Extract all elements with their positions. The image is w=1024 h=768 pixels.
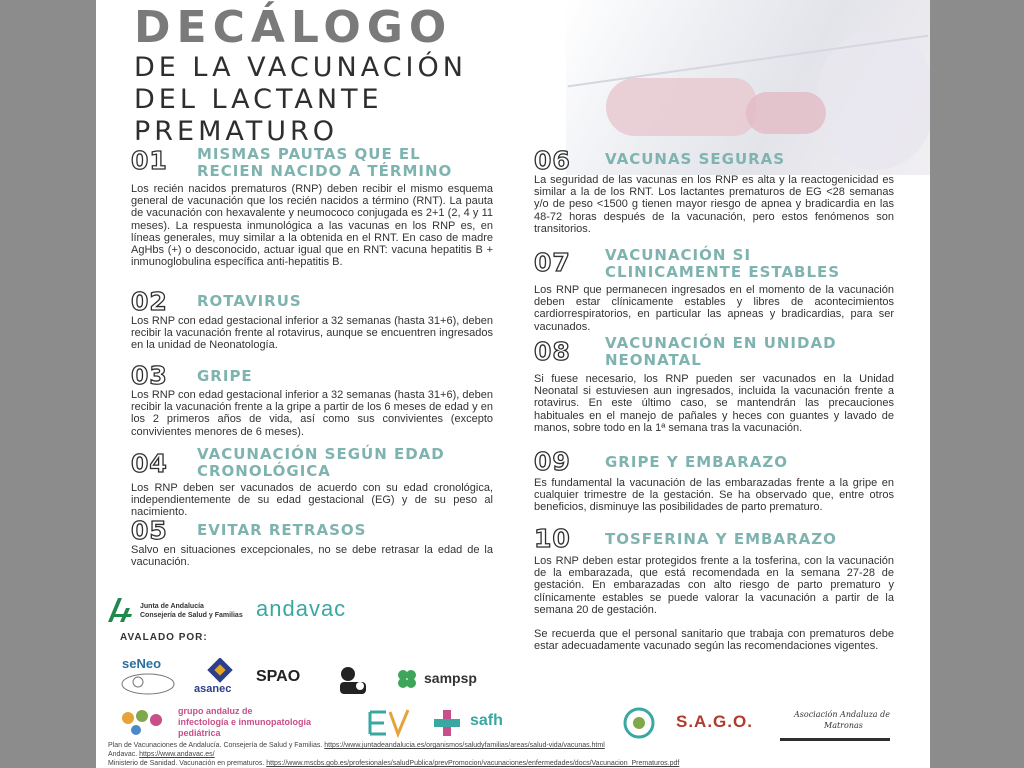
asanec-emblem-icon — [206, 658, 236, 684]
matronas-logo-line-2: Matronas — [824, 721, 863, 730]
section-number: 06 — [534, 146, 571, 175]
section-heading: ROTAVIRUS — [197, 292, 302, 310]
section-text: La seguridad de las vacunas en los RNP es alta y la reactogenicidad es similar a la de los RNT. Los lactantes prematuros de EG <28 semanas y/o de peso <1500 g tienen mayor riesgo de apnea y bradicardia en las 48-72 horas después de la vacunación, pero estos fenómenos son transitorios. — [534, 174, 894, 235]
gaiip-logo-line-2: infectología e inmunopatología — [178, 717, 312, 727]
section-text: Se recuerda que el personal sanitario que trabaja con prematuros debe estar adecuadamente vacunado según las recomendaciones vigentes. — [534, 628, 894, 653]
section-heading: CRONOLÓGICA — [197, 462, 331, 480]
reference-line-1 — [108, 742, 605, 749]
sampsp-clover-icon — [396, 668, 418, 690]
junta-logo-dept: Consejería de Salud y Familias — [140, 612, 243, 619]
section-number: 09 — [534, 447, 571, 476]
section-number: 08 — [534, 337, 571, 366]
sampsp-logo-text: sampsp — [424, 670, 477, 686]
reference-link[interactable]: https://www.mscbs.gob.es/profesionales/saludPublica/prevPromocion/vacunaciones/enfermedades/docs/Vacunacion_Prematuros.pdf — [266, 760, 680, 767]
safh-logo-text: safh — [470, 712, 503, 729]
reference-link[interactable]: https://www.juntadeandalucia.es/organismos/saludyfamilias/areas/salud-vida/vacunas.html — [324, 742, 605, 749]
society-logo-icon — [336, 664, 370, 698]
junta-andalucia-icon — [106, 596, 136, 624]
safh-cross-icon — [432, 708, 462, 738]
reference-label: Plan de Vacunaciones de Andalucía. Consejería de Salud y Familias. — [108, 742, 323, 749]
poster-title: DECÁLOGO — [134, 2, 453, 53]
section-text: Los RNP con edad gestacional inferior a 32 semanas (hasta 31+6), deben recibir la vacunación frente a la gripe a partir de los 6 meses de edad y en los 2 primeros años de vida, así como sus convivientes (excepto convivientes menores de 6 meses). — [131, 389, 493, 438]
section-number: 07 — [534, 248, 571, 277]
section-heading: CLINICAMENTE ESTABLES — [605, 263, 841, 281]
reference-line-2 — [108, 751, 215, 758]
section-number: 04 — [131, 449, 168, 478]
section-heading: NEONATAL — [605, 351, 702, 369]
section-heading: TOSFERINA Y EMBARAZO — [605, 530, 837, 548]
section-number: 01 — [131, 146, 168, 175]
matronas-logo — [780, 708, 890, 741]
section-number: 05 — [131, 516, 168, 545]
ev-logo-icon — [366, 706, 416, 740]
sampsp-logo — [396, 668, 506, 692]
seneo-logo-text: seNeo — [122, 656, 162, 671]
baby-icon — [118, 670, 178, 696]
section-heading: VACUNACIÓN SEGÚN EDAD — [197, 445, 445, 463]
section-text: Los recién nacidos prematuros (RNP) deben recibir el mismo esquema general de vacunación que los recién nacidos a término (RNT). La pauta de vacunación con hexavalente y neumococo conjugada es 2+1 (2, 4 y 11 meses). La respuesta inmunológica a las vacunas en los RNP es, en líneas generales, muy similar a la obtenida en el RNT. En caso de madre AgHbs (+) o desconocido, actuar igual que en RNT: vacuna hepatitis B + inmunoglobulina específica anti-hepatitis B. — [131, 183, 493, 269]
poster-subtitle-line-3: PREMATURO — [134, 116, 339, 147]
section-number: 03 — [131, 361, 168, 390]
matronas-logo-line-1: Asociación Andaluza de — [794, 710, 890, 719]
section-text: Los RNP deben estar protegidos frente a la tosferina, con la vacunación de la embarazada, que está recomendada en la semana 27-28 de gestación. En embarazadas con alto riesgo de parto prematuro y clínicamente estables se puede valorar la vacunación a partir de la semana 20 de gestación. — [534, 555, 894, 616]
junta-logo-name: Junta de Andalucía — [140, 603, 204, 610]
sago-logo-text: S.A.G.O. — [676, 712, 753, 731]
endorsed-by-label: AVALADO POR: — [120, 632, 208, 643]
sago-logo — [676, 708, 768, 738]
poster-subtitle-line-2: DEL LACTANTE — [134, 84, 383, 115]
section-heading: GRIPE Y EMBARAZO — [605, 453, 788, 471]
poster — [96, 0, 930, 768]
reference-link[interactable]: https://www.andavac.es/ — [139, 751, 215, 758]
gaiip-logo-line-3: pediátrica — [178, 728, 221, 738]
section-text: Los RNP que permanecen ingresados en el momento de la vacunación deben estar clínicamente estables y libres de acontecimientos cardiorrespiratorios, en particular las apneas y bradicardias, para ser vacunados. — [534, 284, 894, 333]
poster-subtitle-line-1: DE LA VACUNACIÓN — [134, 52, 467, 83]
safh-logo — [432, 708, 612, 740]
premature-baby-photo — [566, 0, 930, 175]
section-heading: MISMAS PAUTAS QUE EL — [197, 145, 421, 163]
gaiip-emblem-icon — [120, 708, 172, 736]
section-heading: GRIPE — [197, 367, 253, 385]
section-number: 02 — [131, 287, 168, 316]
section-text: Los RNP deben ser vacunados de acuerdo con su edad cronológica, independientemente de su edad gestacional (EG) y de su peso al nacimiento. — [131, 482, 493, 519]
section-text: Salvo en situaciones excepcionales, no se debe retrasar la edad de la vacunación. — [131, 544, 493, 569]
section-text: Los RNP con edad gestacional inferior a 32 semanas (hasta 31+6), deben recibir la vacunación frente al rotavirus, aunque se encuentren ingresados en la unidad de Neonatología. — [131, 315, 493, 352]
section-text: Si fuese necesario, los RNP pueden ser vacunados en la Unidad Neonatal si estuviesen aun ingresados, incluida la vacunación frente a rotavirus. En este último caso, se mantendrán las precauciones habituales en el manejo de pañales y heces con guantes y lavado de manos, sobre todo en la 1ª semana tras la vacunación. — [534, 373, 894, 434]
section-number: 10 — [534, 524, 571, 553]
seneo-logo — [116, 656, 186, 698]
reference-label: Andavac. — [108, 751, 138, 758]
reference-label: Ministerio de Sanidad. Vacunación en prematuros. — [108, 760, 265, 767]
society-emblem-icon — [616, 706, 662, 740]
asanec-logo — [194, 658, 246, 698]
andavac-logo: andavac — [256, 596, 347, 621]
section-heading: EVITAR RETRASOS — [197, 521, 367, 539]
section-heading: RECIEN NACIDO A TÉRMINO — [197, 162, 453, 180]
gaiip-logo — [120, 706, 360, 740]
gaiip-logo-line-1: grupo andaluz de — [178, 706, 253, 716]
asanec-logo-text: asanec — [194, 683, 232, 695]
section-heading: VACUNACIÓN SI — [605, 246, 752, 264]
reference-line-3 — [108, 760, 679, 767]
spao-logo: SPAO — [256, 668, 301, 685]
section-heading: VACUNAS SEGURAS — [605, 150, 786, 168]
section-heading: VACUNACIÓN EN UNIDAD — [605, 334, 837, 352]
section-text: Es fundamental la vacunación de las embarazadas frente a la gripe en cualquier trimestre de la gestación. Se ha observado que, entre otros beneficios, disminuye las posibilidades de parto prematuro. — [534, 477, 894, 514]
